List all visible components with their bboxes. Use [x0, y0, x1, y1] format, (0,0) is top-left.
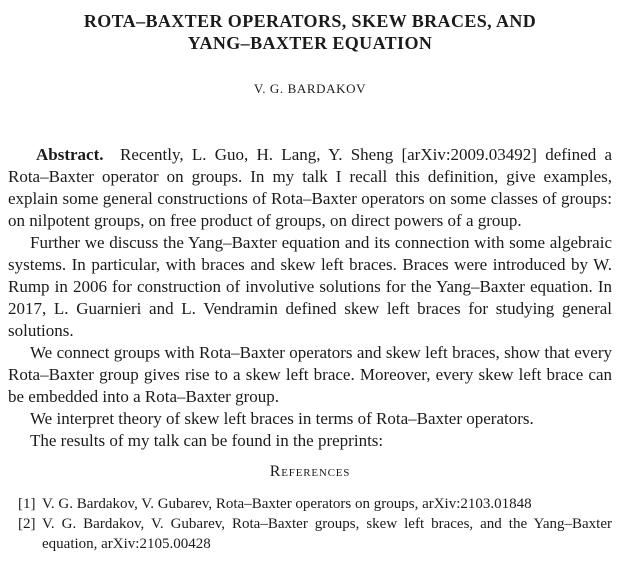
- paragraph-yang-baxter: Further we discuss the Yang–Baxter equation and its connection with some algebraic systems. In particular, with braces and skew left braces. Braces were introduced by W. Rump in 2006 for construction of involutive solutions for the Yang–Baxter equation. In 2017, L. Guarnieri and L. Vendramin defined skew left braces for studying general solutions.: [8, 233, 612, 340]
- abstract-body: [8, 144, 612, 452]
- abstract-paragraph: [8, 144, 612, 232]
- reference-item-2: [8, 514, 612, 554]
- reference-number-1: [1]: [18, 496, 36, 513]
- reference-text-2: V. G. Bardakov, V. Gubarev, Rota–Baxter groups, skew left braces, and the Yang–Baxter equation, arXiv:2105.00428: [42, 516, 612, 553]
- reference-number-2: [2]: [18, 516, 36, 533]
- paper-title-line1: ROTA–BAXTER OPERATORS, SKEW BRACES, AND: [83, 11, 537, 31]
- abstract-label: Abstract.: [36, 145, 104, 164]
- references-heading: References: [269, 463, 351, 480]
- paragraph-connect-groups: We connect groups with Rota–Baxter operators and skew left braces, show that every Rota–Baxter group gives rise to a skew left brace. Moreover, every skew left brace can be embedded into a Rota–Baxter group.: [8, 343, 612, 406]
- paragraph-results: The results of my talk can be found in the preprints:: [30, 431, 384, 450]
- reference-text-1: V. G. Bardakov, V. Gubarev, Rota–Baxter operators on groups, arXiv:2103.01848: [42, 496, 532, 513]
- paragraph-interpret: We interpret theory of skew left braces in terms of Rota–Baxter operators.: [30, 409, 534, 428]
- author-name: V. G. BARDAKOV: [253, 81, 367, 96]
- abstract-text: Recently, L. Guo, H. Lang, Y. Sheng [arXiv:2009.03492] defined a Rota–Baxter operator on groups. In my talk I recall this definition, give examples, explain some general constructions of Rota–Baxter operators on some classes of groups: on nilpotent groups, on free product of groups, on direct powers of a group.: [8, 145, 612, 230]
- references-list: [8, 494, 612, 554]
- paper-title: [8, 10, 612, 54]
- reference-item-1: [8, 494, 612, 514]
- paper-title-line2: YANG–BAXTER EQUATION: [187, 33, 433, 53]
